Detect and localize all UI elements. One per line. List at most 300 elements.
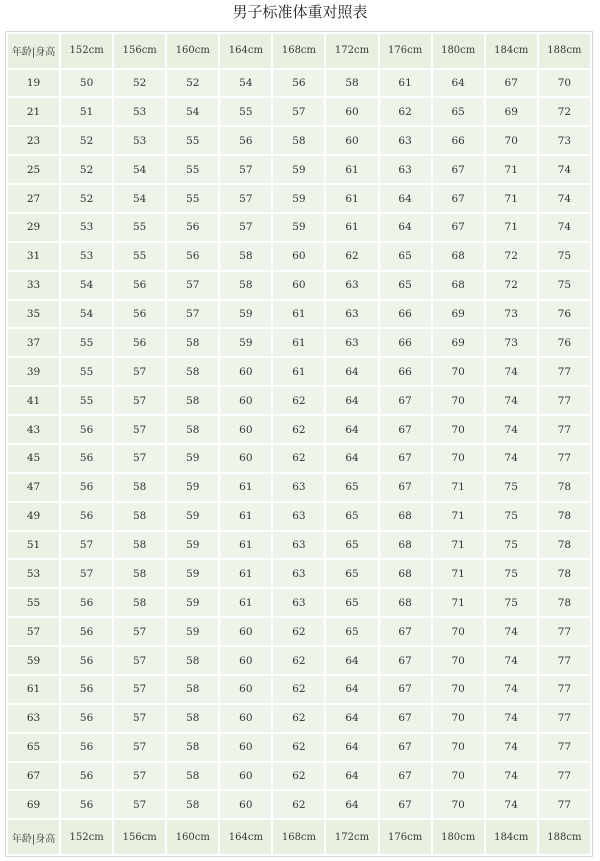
height-header-cell: 172cm — [326, 820, 377, 854]
age-cell: 65 — [8, 734, 59, 761]
height-header-cell: 188cm — [539, 820, 590, 854]
weight-cell: 59 — [167, 618, 218, 645]
weight-cell: 63 — [380, 156, 431, 183]
table-row — [8, 387, 590, 414]
weight-cell: 64 — [380, 185, 431, 212]
weight-cell: 61 — [220, 560, 271, 587]
weight-cell: 65 — [326, 532, 377, 559]
weight-cell: 61 — [273, 329, 324, 356]
weight-cell: 63 — [326, 272, 377, 299]
weight-cell: 75 — [486, 532, 537, 559]
weight-cell: 68 — [380, 560, 431, 587]
weight-cell: 57 — [220, 156, 271, 183]
weight-cell: 71 — [433, 474, 484, 501]
height-header-cell: 168cm — [273, 34, 324, 68]
weight-cell: 58 — [114, 532, 165, 559]
weight-cell: 75 — [539, 243, 590, 270]
table-header-row — [8, 34, 590, 68]
weight-cell: 69 — [486, 98, 537, 125]
weight-cell: 57 — [114, 445, 165, 472]
weight-cell: 52 — [61, 127, 112, 154]
weight-cell: 63 — [326, 301, 377, 328]
weight-cell: 59 — [167, 532, 218, 559]
weight-cell: 78 — [539, 503, 590, 530]
weight-cell: 68 — [433, 243, 484, 270]
weight-cell: 61 — [220, 503, 271, 530]
weight-cell: 56 — [61, 647, 112, 674]
weight-cell: 58 — [114, 503, 165, 530]
height-header-cell: 184cm — [486, 34, 537, 68]
age-cell: 69 — [8, 791, 59, 818]
weight-cell: 75 — [486, 560, 537, 587]
height-header-cell: 188cm — [539, 34, 590, 68]
weight-cell: 65 — [326, 560, 377, 587]
weight-cell: 52 — [61, 156, 112, 183]
weight-cell: 57 — [114, 618, 165, 645]
weight-cell: 58 — [220, 243, 271, 270]
age-cell: 27 — [8, 185, 59, 212]
table-row — [8, 98, 590, 125]
age-cell: 29 — [8, 214, 59, 241]
age-cell: 19 — [8, 70, 59, 97]
weight-cell: 69 — [433, 329, 484, 356]
weight-cell: 57 — [114, 791, 165, 818]
weight-cell: 61 — [220, 589, 271, 616]
weight-cell: 62 — [326, 243, 377, 270]
weight-cell: 77 — [539, 705, 590, 732]
weight-cell: 74 — [486, 763, 537, 790]
weight-cell: 56 — [61, 676, 112, 703]
age-cell: 57 — [8, 618, 59, 645]
weight-cell: 58 — [273, 127, 324, 154]
weight-cell: 78 — [539, 589, 590, 616]
weight-cell: 77 — [539, 416, 590, 443]
weight-cell: 57 — [114, 734, 165, 761]
weight-cell: 54 — [61, 272, 112, 299]
weight-cell: 74 — [539, 156, 590, 183]
weight-cell: 66 — [380, 301, 431, 328]
weight-cell: 55 — [61, 329, 112, 356]
weight-cell: 61 — [220, 474, 271, 501]
height-header-cell: 164cm — [220, 820, 271, 854]
weight-cell: 57 — [114, 647, 165, 674]
weight-cell: 57 — [114, 676, 165, 703]
weight-cell: 74 — [486, 445, 537, 472]
height-header-cell: 164cm — [220, 34, 271, 68]
height-header-cell: 160cm — [167, 820, 218, 854]
weight-cell: 73 — [486, 301, 537, 328]
weight-cell: 57 — [167, 301, 218, 328]
weight-cell: 76 — [539, 301, 590, 328]
weight-cell: 55 — [220, 98, 271, 125]
weight-cell: 56 — [61, 763, 112, 790]
weight-cell: 58 — [167, 705, 218, 732]
weight-cell: 67 — [380, 618, 431, 645]
weight-cell: 60 — [326, 127, 377, 154]
weight-cell: 59 — [273, 185, 324, 212]
weight-cell: 66 — [380, 358, 431, 385]
weight-cell: 78 — [539, 532, 590, 559]
table-row — [8, 127, 590, 154]
weight-cell: 67 — [380, 705, 431, 732]
weight-cell: 73 — [486, 329, 537, 356]
weight-cell: 64 — [380, 214, 431, 241]
weight-cell: 59 — [167, 560, 218, 587]
weight-cell: 64 — [326, 416, 377, 443]
age-cell: 45 — [8, 445, 59, 472]
weight-cell: 58 — [167, 387, 218, 414]
weight-cell: 67 — [380, 387, 431, 414]
table-row — [8, 329, 590, 356]
table-row — [8, 676, 590, 703]
weight-cell: 70 — [433, 358, 484, 385]
age-cell: 61 — [8, 676, 59, 703]
weight-cell: 70 — [539, 70, 590, 97]
weight-cell: 58 — [167, 791, 218, 818]
weight-cell: 58 — [167, 416, 218, 443]
weight-cell: 57 — [273, 98, 324, 125]
weight-cell: 58 — [167, 734, 218, 761]
table-row — [8, 243, 590, 270]
table-row — [8, 272, 590, 299]
weight-cell: 63 — [273, 474, 324, 501]
weight-cell: 67 — [380, 734, 431, 761]
weight-cell: 63 — [273, 560, 324, 587]
weight-cell: 70 — [433, 647, 484, 674]
weight-cell: 58 — [167, 358, 218, 385]
age-cell: 35 — [8, 301, 59, 328]
weight-cell: 56 — [61, 503, 112, 530]
weight-cell: 76 — [539, 329, 590, 356]
weight-cell: 61 — [326, 156, 377, 183]
weight-cell: 56 — [61, 618, 112, 645]
weight-cell: 60 — [273, 243, 324, 270]
weight-cell: 64 — [326, 791, 377, 818]
weight-cell: 65 — [326, 503, 377, 530]
weight-cell: 59 — [273, 156, 324, 183]
weight-cell: 62 — [273, 445, 324, 472]
weight-cell: 57 — [220, 185, 271, 212]
table-row — [8, 763, 590, 790]
weight-cell: 55 — [114, 243, 165, 270]
weight-cell: 52 — [61, 185, 112, 212]
weight-cell: 63 — [273, 503, 324, 530]
weight-cell: 63 — [273, 532, 324, 559]
weight-cell: 59 — [167, 445, 218, 472]
weight-cell: 57 — [114, 416, 165, 443]
weight-cell: 75 — [486, 503, 537, 530]
weight-cell: 67 — [380, 416, 431, 443]
weight-cell: 62 — [273, 676, 324, 703]
table-row — [8, 416, 590, 443]
table-row — [8, 589, 590, 616]
weight-cell: 74 — [486, 705, 537, 732]
table-row — [8, 705, 590, 732]
weight-cell: 57 — [220, 214, 271, 241]
weight-table-container — [5, 31, 593, 857]
weight-cell: 70 — [433, 387, 484, 414]
weight-cell: 54 — [114, 185, 165, 212]
weight-cell: 70 — [433, 618, 484, 645]
weight-cell: 70 — [433, 705, 484, 732]
table-footer-row — [8, 820, 590, 854]
weight-cell: 71 — [433, 503, 484, 530]
weight-cell: 67 — [380, 474, 431, 501]
weight-cell: 74 — [486, 734, 537, 761]
height-header-cell: 176cm — [380, 820, 431, 854]
weight-cell: 56 — [61, 734, 112, 761]
weight-cell: 62 — [273, 734, 324, 761]
header-corner-cell: 年龄|身高 — [8, 34, 59, 68]
age-cell: 43 — [8, 416, 59, 443]
height-header-cell: 180cm — [433, 34, 484, 68]
header-corner-cell: 年龄|身高 — [8, 820, 59, 854]
weight-cell: 57 — [114, 387, 165, 414]
weight-cell: 77 — [539, 647, 590, 674]
weight-cell: 64 — [326, 763, 377, 790]
weight-cell: 63 — [326, 329, 377, 356]
weight-table — [6, 32, 592, 856]
weight-cell: 62 — [273, 705, 324, 732]
age-cell: 37 — [8, 329, 59, 356]
weight-cell: 77 — [539, 445, 590, 472]
table-row — [8, 358, 590, 385]
weight-cell: 68 — [380, 503, 431, 530]
weight-cell: 62 — [273, 416, 324, 443]
weight-cell: 68 — [433, 272, 484, 299]
weight-cell: 53 — [114, 127, 165, 154]
weight-cell: 60 — [220, 416, 271, 443]
weight-cell: 60 — [220, 387, 271, 414]
weight-cell: 78 — [539, 474, 590, 501]
weight-cell: 71 — [486, 185, 537, 212]
weight-cell: 64 — [326, 647, 377, 674]
weight-cell: 62 — [273, 387, 324, 414]
weight-cell: 71 — [486, 214, 537, 241]
weight-cell: 74 — [486, 647, 537, 674]
weight-cell: 63 — [273, 589, 324, 616]
table-row — [8, 301, 590, 328]
weight-cell: 67 — [433, 156, 484, 183]
weight-cell: 67 — [486, 70, 537, 97]
weight-cell: 60 — [220, 647, 271, 674]
table-row — [8, 474, 590, 501]
age-cell: 39 — [8, 358, 59, 385]
weight-cell: 71 — [433, 560, 484, 587]
weight-cell: 71 — [433, 589, 484, 616]
weight-cell: 55 — [114, 214, 165, 241]
weight-cell: 77 — [539, 791, 590, 818]
weight-cell: 63 — [380, 127, 431, 154]
weight-cell: 55 — [61, 387, 112, 414]
weight-cell: 57 — [114, 705, 165, 732]
weight-cell: 60 — [220, 676, 271, 703]
height-header-cell: 172cm — [326, 34, 377, 68]
weight-cell: 62 — [273, 763, 324, 790]
height-header-cell: 176cm — [380, 34, 431, 68]
weight-cell: 70 — [433, 763, 484, 790]
weight-cell: 77 — [539, 676, 590, 703]
weight-cell: 64 — [433, 70, 484, 97]
weight-cell: 56 — [61, 705, 112, 732]
height-header-cell: 156cm — [114, 34, 165, 68]
age-cell: 23 — [8, 127, 59, 154]
weight-cell: 67 — [380, 763, 431, 790]
weight-cell: 75 — [539, 272, 590, 299]
table-row — [8, 618, 590, 645]
weight-cell: 72 — [486, 243, 537, 270]
table-row — [8, 445, 590, 472]
age-cell: 25 — [8, 156, 59, 183]
page-title: 男子标准体重对照表 — [232, 3, 368, 21]
table-row — [8, 70, 590, 97]
table-row — [8, 156, 590, 183]
weight-cell: 67 — [380, 676, 431, 703]
weight-cell: 61 — [326, 185, 377, 212]
height-header-cell: 160cm — [167, 34, 218, 68]
weight-cell: 64 — [326, 387, 377, 414]
table-row — [8, 791, 590, 818]
weight-cell: 61 — [273, 301, 324, 328]
weight-cell: 55 — [167, 156, 218, 183]
weight-cell: 50 — [61, 70, 112, 97]
weight-cell: 56 — [61, 416, 112, 443]
weight-cell: 66 — [433, 127, 484, 154]
table-row — [8, 532, 590, 559]
weight-cell: 57 — [61, 532, 112, 559]
height-header-cell: 152cm — [61, 820, 112, 854]
weight-cell: 65 — [433, 98, 484, 125]
age-cell: 67 — [8, 763, 59, 790]
weight-cell: 74 — [486, 791, 537, 818]
weight-cell: 60 — [220, 734, 271, 761]
weight-cell: 61 — [326, 214, 377, 241]
weight-cell: 65 — [380, 272, 431, 299]
weight-cell: 68 — [380, 589, 431, 616]
weight-cell: 70 — [433, 734, 484, 761]
weight-cell: 77 — [539, 618, 590, 645]
table-row — [8, 734, 590, 761]
weight-cell: 58 — [114, 474, 165, 501]
weight-cell: 74 — [486, 618, 537, 645]
weight-cell: 57 — [167, 272, 218, 299]
weight-cell: 60 — [220, 618, 271, 645]
weight-cell: 56 — [273, 70, 324, 97]
weight-cell: 53 — [61, 214, 112, 241]
weight-cell: 66 — [380, 329, 431, 356]
age-cell: 63 — [8, 705, 59, 732]
weight-cell: 56 — [114, 272, 165, 299]
weight-cell: 72 — [486, 272, 537, 299]
weight-cell: 61 — [380, 70, 431, 97]
weight-cell: 56 — [114, 329, 165, 356]
weight-cell: 61 — [220, 532, 271, 559]
weight-cell: 65 — [380, 243, 431, 270]
weight-cell: 55 — [61, 358, 112, 385]
age-cell: 51 — [8, 532, 59, 559]
age-cell: 31 — [8, 243, 59, 270]
weight-cell: 62 — [273, 791, 324, 818]
weight-cell: 67 — [433, 185, 484, 212]
weight-cell: 56 — [61, 474, 112, 501]
age-cell: 53 — [8, 560, 59, 587]
weight-cell: 54 — [167, 98, 218, 125]
table-row — [8, 560, 590, 587]
height-header-cell: 180cm — [433, 820, 484, 854]
weight-cell: 72 — [539, 98, 590, 125]
age-cell: 41 — [8, 387, 59, 414]
weight-cell: 53 — [61, 243, 112, 270]
weight-cell: 56 — [61, 589, 112, 616]
weight-cell: 57 — [61, 560, 112, 587]
weight-cell: 60 — [220, 791, 271, 818]
weight-cell: 70 — [433, 791, 484, 818]
weight-cell: 58 — [167, 329, 218, 356]
weight-cell: 58 — [114, 589, 165, 616]
table-row — [8, 214, 590, 241]
weight-cell: 59 — [220, 301, 271, 328]
table-row — [8, 503, 590, 530]
age-cell: 47 — [8, 474, 59, 501]
weight-cell: 71 — [433, 532, 484, 559]
weight-cell: 65 — [326, 474, 377, 501]
age-cell: 21 — [8, 98, 59, 125]
weight-cell: 75 — [486, 474, 537, 501]
weight-cell: 68 — [380, 532, 431, 559]
weight-cell: 55 — [167, 127, 218, 154]
weight-cell: 62 — [380, 98, 431, 125]
weight-cell: 56 — [167, 214, 218, 241]
weight-cell: 77 — [539, 387, 590, 414]
weight-cell: 74 — [539, 185, 590, 212]
weight-cell: 64 — [326, 445, 377, 472]
weight-cell: 77 — [539, 763, 590, 790]
weight-cell: 58 — [167, 647, 218, 674]
table-row — [8, 647, 590, 674]
weight-cell: 56 — [61, 445, 112, 472]
weight-cell: 53 — [114, 98, 165, 125]
weight-cell: 59 — [220, 329, 271, 356]
age-cell: 59 — [8, 647, 59, 674]
weight-cell: 64 — [326, 676, 377, 703]
weight-cell: 64 — [326, 705, 377, 732]
weight-cell: 71 — [486, 156, 537, 183]
table-row — [8, 185, 590, 212]
weight-cell: 60 — [220, 358, 271, 385]
weight-cell: 58 — [167, 763, 218, 790]
height-header-cell: 184cm — [486, 820, 537, 854]
weight-cell: 56 — [167, 243, 218, 270]
weight-cell: 70 — [486, 127, 537, 154]
weight-cell: 60 — [220, 445, 271, 472]
weight-table-body — [8, 34, 590, 854]
weight-cell: 54 — [220, 70, 271, 97]
weight-cell: 56 — [61, 791, 112, 818]
weight-cell: 64 — [326, 734, 377, 761]
weight-cell: 57 — [114, 763, 165, 790]
weight-cell: 60 — [273, 272, 324, 299]
weight-cell: 78 — [539, 560, 590, 587]
height-header-cell: 168cm — [273, 820, 324, 854]
age-cell: 33 — [8, 272, 59, 299]
weight-cell: 74 — [539, 214, 590, 241]
weight-cell: 65 — [326, 618, 377, 645]
weight-cell: 52 — [114, 70, 165, 97]
weight-cell: 67 — [380, 445, 431, 472]
weight-cell: 60 — [220, 763, 271, 790]
weight-cell: 73 — [539, 127, 590, 154]
weight-cell: 70 — [433, 676, 484, 703]
